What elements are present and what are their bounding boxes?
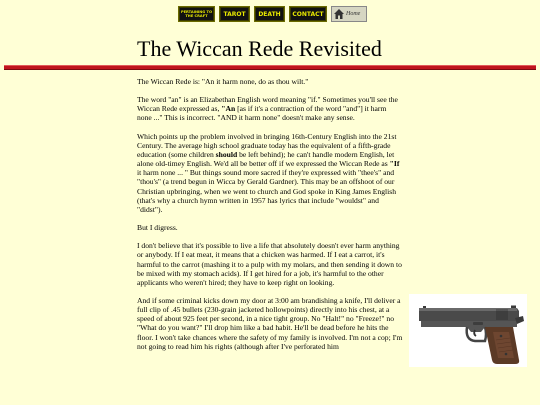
p5-text: I don't believe that it's possible to live a life that absolutely doesn't ever harm anything or anybody. If I eat meat, it means that a chicken was harmed. If I eat a carrot, it's harmful to the carrot (mashing it to a pulp with my molars, and then sending it down to be mixed with my stomach acids). If I get hired for a job, it's harmful to the other applicants who weren't hired; they have to keep right on looking. bbox=[137, 241, 402, 287]
p2-bold: "An bbox=[221, 104, 236, 114]
pistol-image bbox=[409, 294, 527, 367]
p3-text-b: be left behind); he can't handle modern English, let alone old-timey English. We'd all be better off if we expressed the Wiccan Rede as bbox=[137, 149, 395, 169]
p4-text: But I digress. bbox=[137, 223, 178, 233]
p6-text: And if some criminal kicks down my door at 3:00 am brandishing a knife, I'll deliver a full clip of .45 bullets (230-grain jacketed hollowpoints) directly into his chest, at a speed of about 925 feet per second, in a nice tight group. No "Halt!" no "Freeze!" no "What do you want?" I'll drop him like a bad habit. He'll be dead before he hits the floor. I won't take chances where the safety of my family is involved. I'm not a cop; I'm not going to read him his rights (although after I've perforated him bbox=[137, 295, 403, 351]
nav-button-craft[interactable]: PERTAINING TO THE CRAFT bbox=[178, 6, 215, 22]
p3-bold-b: "If bbox=[389, 159, 400, 169]
paragraph-4 bbox=[137, 223, 403, 232]
p3-text-a: Which points up the problem involved in bringing 16th-Century English into the 21st Century. The average high school graduate today has the equivalent of a fifth-grade education (some children bbox=[137, 131, 397, 159]
p2-text-b: [as if it's a contraction of the word "and"] it harm none ..." This is incorrect. "AND it harm none" doesn't make any sense. bbox=[137, 104, 387, 123]
paragraph-6 bbox=[137, 296, 403, 351]
top-nav bbox=[178, 6, 367, 22]
paragraph-3 bbox=[137, 132, 403, 214]
page-title: The Wiccan Rede Revisited bbox=[137, 36, 382, 61]
p3-bold-a: should bbox=[215, 149, 238, 159]
nav-button-death[interactable]: DEATH bbox=[254, 6, 285, 22]
nav-button-contact[interactable]: CONTACT bbox=[289, 6, 327, 22]
home-icon bbox=[333, 8, 345, 20]
home-label: Home bbox=[346, 11, 361, 17]
p2-text-a: The word "an" is an Elizabethan English word meaning "if." Sometimes you'll see the Wiccan Rede expressed as, bbox=[137, 95, 398, 114]
p1-text: The Wiccan Rede is: "An it harm none, do as thou wilt." bbox=[137, 77, 309, 86]
title-divider bbox=[4, 66, 536, 69]
paragraph-1 bbox=[137, 77, 403, 86]
nav-button-tarot[interactable]: TAROT bbox=[219, 6, 250, 22]
paragraph-2 bbox=[137, 95, 403, 122]
paragraph-6-wrap bbox=[137, 296, 403, 351]
nav-button-home[interactable] bbox=[331, 6, 367, 22]
p3-text-c: it harm none ... " But things sound more sacred if they're expressed with "thee's" and "thou's" (a trend begun in Wicca by Gerald Gardner). This may be an offshoot of our Christian upbringing, when we went to church and God spoke in King James English (that's why a church hymn written in 1957 has lyrics that include "wouldst" and "didst"). bbox=[137, 168, 396, 214]
paragraph-5 bbox=[137, 241, 403, 287]
article-body bbox=[137, 77, 403, 371]
pistol-icon bbox=[409, 294, 527, 367]
